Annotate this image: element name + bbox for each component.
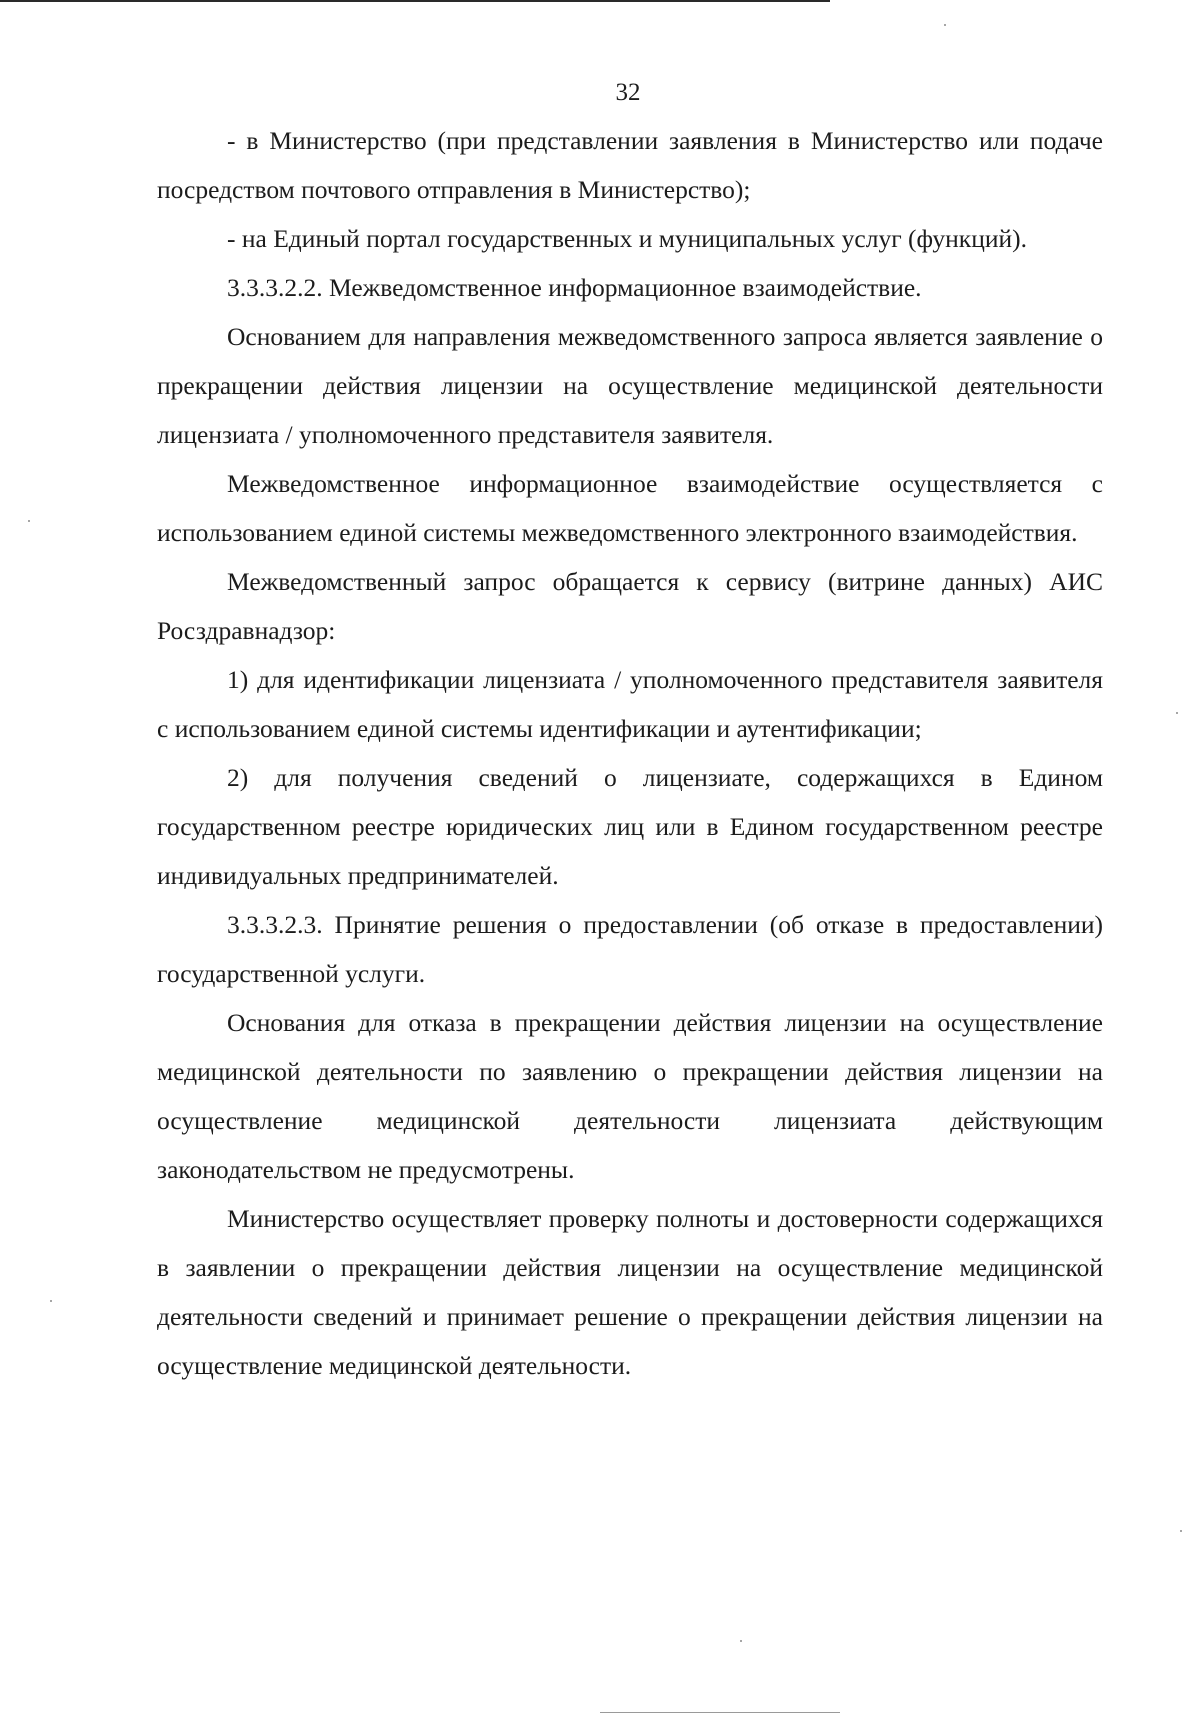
list-item-identification: 1) для идентификации лицензиата / уполномоченного представителя заявителя с использованием единой системы идентификации и аутентификации; [157,665,1103,743]
paragraph-request-target: Межведомственный запрос обращается к сервису (витрине данных) АИС Росздравнадзор: [157,567,1103,645]
section-heading-3-3-3-2-3: 3.3.3.2.3. Принятие решения о предоставлении (об отказе в предоставлении) государственной услуги. [157,910,1103,988]
paragraph-request-basis: Основанием для направления межведомственного запроса является заявление о прекращении действия лицензии на осуществление медицинской деятельности лицензиата / уполномоченного представителя заявителя. [157,322,1103,449]
paragraph-interaction-system: Межведомственное информационное взаимодействие осуществляется с использованием единой системы межведомственного электронного взаимодействия. [157,469,1103,547]
document-body [157,116,1103,1390]
paragraph-refusal-grounds: Основания для отказа в прекращении действия лицензии на осуществление медицинской деятельности по заявлению о прекращении действия лицензии на осуществление медицинской деятельности лицензиата действующим законодательством не предусмотрены. [157,1008,1103,1184]
scan-speck [28,520,30,522]
paragraph-ministry-item: - в Министерство (при представлении заявления в Министерство или подаче посредством почтового отправления в Министерство); [157,126,1103,204]
scan-speck [1180,1530,1182,1532]
scan-top-edge [0,0,830,2]
page-number: 32 [615,79,641,106]
section-heading-3-3-3-2-2: 3.3.3.2.2. Межведомственное информационное взаимодействие. [227,273,922,302]
scan-speck [944,24,946,26]
list-item-registry-data: 2) для получения сведений о лицензиате, содержащихся в Едином государственном реестре юридических лиц или в Едином государственном реестре индивидуальных предпринимателей. [157,763,1103,890]
scan-speck [740,1640,742,1642]
scan-speck [1176,712,1178,714]
paragraph-ministry-decision: Министерство осуществляет проверку полноты и достоверности содержащихся в заявлении о прекращении действия лицензии на осуществление медицинской деятельности сведений и принимает решение о прекращении действия лицензии на осуществление медицинской деятельности. [157,1204,1103,1380]
scan-bottom-edge [600,1712,840,1713]
paragraph-portal-item: - на Единый портал государственных и муниципальных услуг (функций). [227,224,1028,253]
scan-speck [50,1300,52,1302]
